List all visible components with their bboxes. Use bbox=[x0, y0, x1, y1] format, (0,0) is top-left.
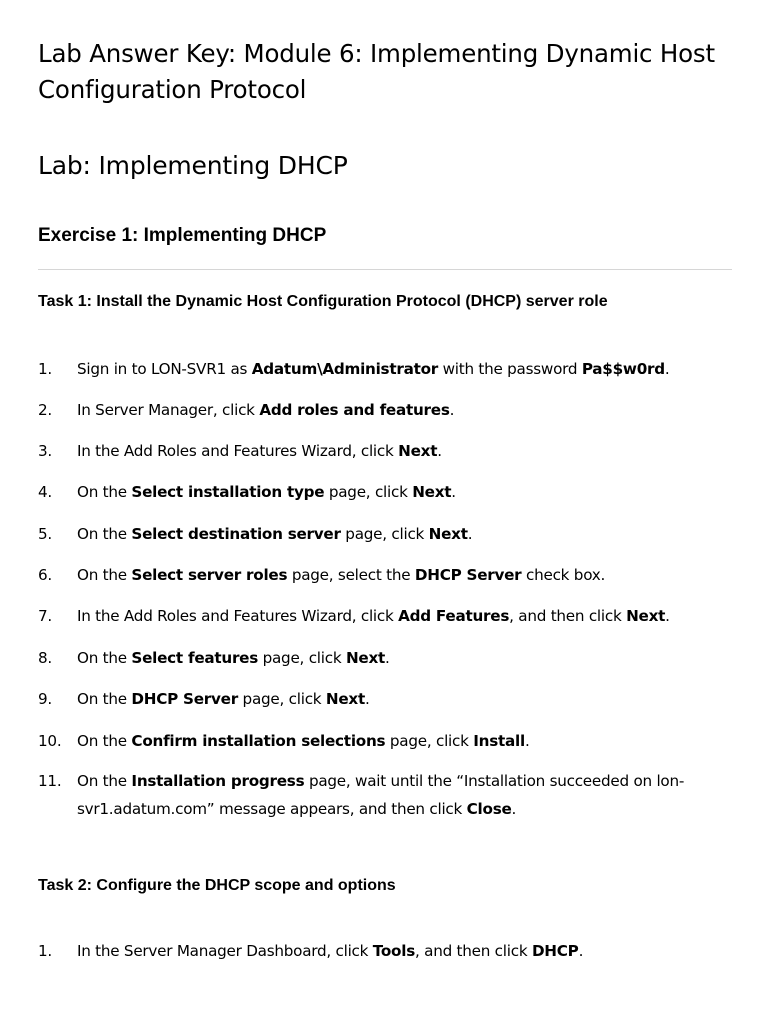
bold-ui-term: Next bbox=[398, 442, 438, 460]
step-text bbox=[77, 644, 737, 672]
step-text-segment: In Server Manager, click bbox=[77, 401, 260, 419]
task-2-title: Task 2: Configure the DHCP scope and options bbox=[38, 877, 396, 894]
bold-ui-term: Select server roles bbox=[131, 566, 288, 584]
step-text-segment: page, click bbox=[324, 483, 413, 501]
bold-ui-term: Add roles and features bbox=[259, 401, 450, 419]
step-text-segment: . bbox=[511, 800, 517, 818]
bold-ui-term: Next bbox=[325, 690, 365, 708]
step-text-segment: . bbox=[524, 732, 530, 750]
step-text bbox=[77, 355, 737, 383]
document-title: Lab Answer Key: Module 6: Implementing Dynamic Host Configuration Protocol bbox=[38, 39, 715, 104]
bold-ui-term: Confirm installation selections bbox=[131, 732, 386, 750]
bold-ui-term: Adatum\Administrator bbox=[251, 360, 439, 378]
task-1-title: Task 1: Install the Dynamic Host Configuration Protocol (DHCP) server role bbox=[38, 293, 608, 310]
bold-ui-term: Select destination server bbox=[131, 525, 341, 543]
step-text bbox=[77, 767, 737, 823]
step-text bbox=[77, 727, 737, 755]
step-text-segment: . bbox=[449, 401, 455, 419]
bold-ui-term: DHCP Server bbox=[131, 690, 238, 708]
exercise-title: Exercise 1: Implementing DHCP bbox=[38, 225, 327, 246]
section-divider bbox=[38, 269, 732, 270]
step-text-segment: , and then click bbox=[415, 942, 532, 960]
step-text-segment: In the Add Roles and Features Wizard, click bbox=[77, 607, 399, 625]
step-number: 11. bbox=[38, 772, 62, 790]
step-text-segment: On the bbox=[77, 525, 132, 543]
bold-ui-term: Install bbox=[473, 732, 525, 750]
step-text-segment: . bbox=[664, 360, 670, 378]
step-text bbox=[77, 937, 737, 965]
step-number: 8. bbox=[38, 649, 52, 667]
bold-ui-term: Add Features bbox=[398, 607, 510, 625]
bold-ui-term: Pa$$w0rd bbox=[581, 360, 665, 378]
bold-ui-term: Next bbox=[412, 483, 452, 501]
step-text-segment: On the bbox=[77, 772, 132, 790]
step-number: 10. bbox=[38, 732, 62, 750]
step-number: 9. bbox=[38, 690, 52, 708]
step-text-segment: On the bbox=[77, 566, 132, 584]
step-text-segment: . bbox=[437, 442, 442, 460]
step-text-segment: . bbox=[451, 483, 456, 501]
step-text-segment: page, click bbox=[385, 732, 474, 750]
step-text-segment: page, click bbox=[258, 649, 346, 667]
step-text-segment: On the bbox=[77, 690, 132, 708]
step-number: 7. bbox=[38, 607, 52, 625]
step-text bbox=[77, 396, 737, 424]
step-text-segment: . bbox=[665, 607, 670, 625]
step-text-segment: . bbox=[467, 525, 473, 543]
step-text-segment: page, click bbox=[237, 690, 326, 708]
bold-ui-term: Next bbox=[345, 649, 386, 667]
bold-ui-term: Select features bbox=[131, 649, 259, 667]
bold-ui-term: Next bbox=[428, 525, 468, 543]
step-number: 5. bbox=[38, 525, 52, 543]
step-text-segment: . bbox=[578, 942, 584, 960]
step-text bbox=[77, 520, 737, 548]
step-number: 1. bbox=[38, 942, 52, 960]
step-text bbox=[77, 561, 737, 589]
step-text-segment: check box. bbox=[521, 566, 606, 584]
step-number: 4. bbox=[38, 483, 52, 501]
bold-ui-term: Installation progress bbox=[131, 772, 305, 790]
step-text-segment: On the bbox=[77, 483, 132, 501]
step-text-segment: . bbox=[365, 690, 370, 708]
step-text-segment: with the password bbox=[438, 360, 582, 378]
step-text bbox=[77, 685, 737, 713]
bold-ui-term: Tools bbox=[372, 942, 415, 960]
bold-ui-term: Select installation type bbox=[131, 483, 325, 501]
step-text-segment: Sign in to LON-SVR1 as bbox=[77, 360, 252, 378]
step-number: 6. bbox=[38, 566, 52, 584]
step-text-segment: page, select the bbox=[287, 566, 415, 584]
step-text bbox=[77, 478, 737, 506]
step-text-segment: On the bbox=[77, 649, 132, 667]
lab-title: Lab: Implementing DHCP bbox=[38, 151, 348, 180]
bold-ui-term: Next bbox=[626, 607, 666, 625]
step-text-segment: In the Server Manager Dashboard, click bbox=[77, 942, 373, 960]
bold-ui-term: DHCP bbox=[531, 942, 579, 960]
step-text-segment: In the Add Roles and Features Wizard, click bbox=[77, 442, 399, 460]
bold-ui-term: DHCP Server bbox=[414, 566, 522, 584]
step-text bbox=[77, 437, 737, 465]
step-number: 3. bbox=[38, 442, 52, 460]
bold-ui-term: Close bbox=[466, 800, 512, 818]
step-text bbox=[77, 602, 737, 630]
step-text-segment: . bbox=[385, 649, 390, 667]
step-text-segment: , and then click bbox=[509, 607, 627, 625]
step-number: 2. bbox=[38, 401, 52, 419]
step-text-segment: page, click bbox=[340, 525, 429, 543]
step-number: 1. bbox=[38, 360, 52, 378]
step-text-segment: page, wait until the “Installation succeeded on lon-svr1.adatum.com” message appears, and then click bbox=[77, 772, 685, 818]
step-text-segment: On the bbox=[77, 732, 132, 750]
